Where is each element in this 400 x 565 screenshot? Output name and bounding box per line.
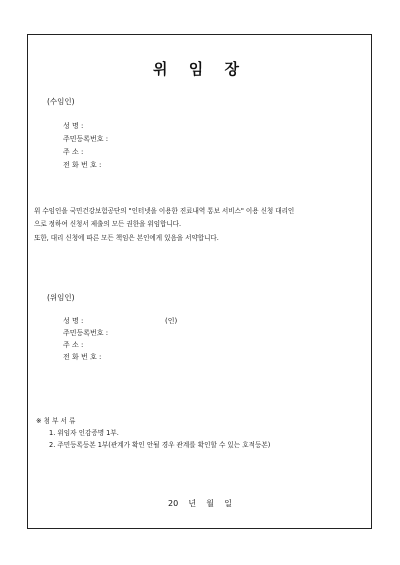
- date-line: 20 년 월 일: [168, 499, 232, 508]
- delegator-section-label: (위임인): [47, 293, 75, 302]
- delegate-id-label: 주민등록번호 :: [63, 135, 109, 143]
- delegator-id-label: 주민등록번호 :: [63, 329, 109, 337]
- delegate-name-label: 성 명 :: [63, 122, 84, 130]
- body-line-2: 으로 정하여 신청서 제출의 모든 권한을 위임합니다.: [34, 220, 182, 228]
- attachments-header: ※ 첨 부 서 류: [36, 417, 76, 425]
- body-line-3: 또한, 대리 신청에 따른 모든 책임은 본인에게 있음을 서약합니다.: [34, 234, 219, 242]
- document-border: [27, 34, 372, 529]
- delegate-phone-label: 전 화 번 호 :: [63, 161, 102, 169]
- delegate-address-label: 주 소 :: [63, 148, 84, 156]
- attachment-item-1: 1. 위임자 인감증명 1부.: [49, 429, 119, 437]
- delegate-section-label: (수임인): [47, 97, 75, 106]
- seal-mark: (인): [165, 317, 178, 325]
- document-title: 위 임 장: [153, 60, 247, 78]
- delegator-address-label: 주 소 :: [63, 341, 84, 349]
- delegator-phone-label: 전 화 번 호 :: [63, 353, 102, 361]
- delegator-name-label: 성 명 :: [63, 317, 84, 325]
- attachment-item-2: 2. 주민등록등본 1부(관계가 확인 안될 경우 관계를 확인할 수 있는 호적등본): [49, 441, 271, 449]
- body-line-1: 위 수임인을 국민건강보험공단의 "인터넷을 이용한 진료내역 통보 서비스" 이용 신청 대리인: [34, 207, 295, 215]
